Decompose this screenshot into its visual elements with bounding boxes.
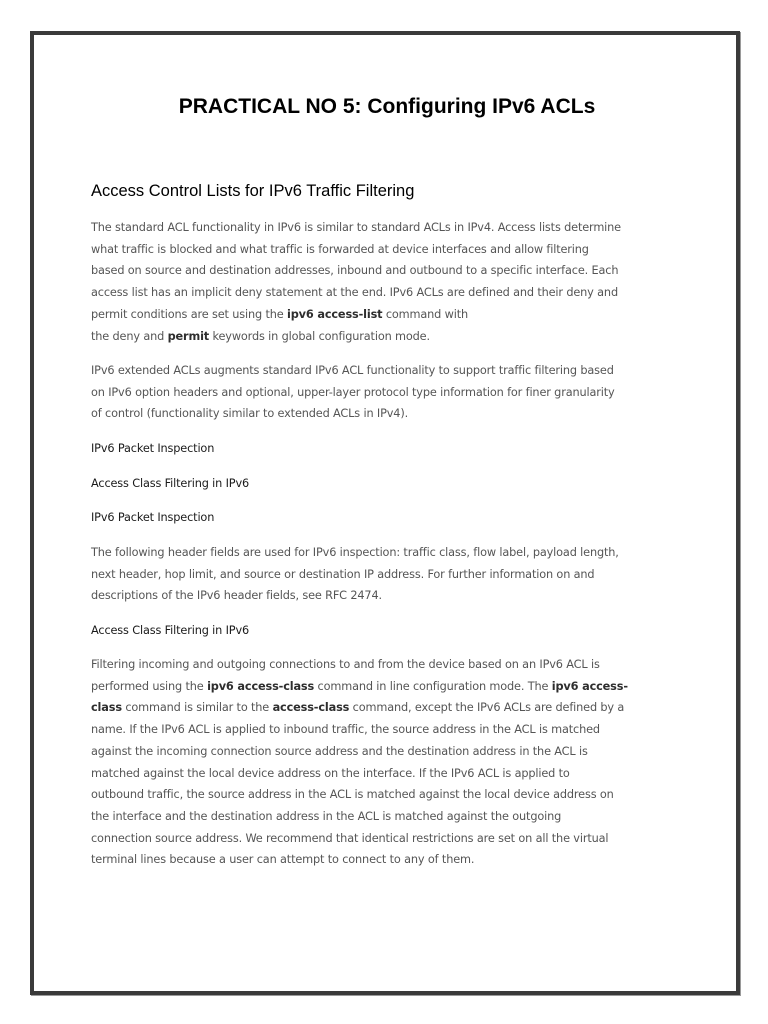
page-title: PRACTICAL NO 5: Configuring IPv6 ACLs — [178, 95, 596, 118]
paragraph-standard-acl — [91, 217, 683, 347]
paragraph-packet-inspection — [91, 542, 683, 607]
text-run: command is similar to the — [121, 701, 273, 715]
text-line: descriptions of the IPv6 header fields, see RFC 2474. — [91, 589, 382, 603]
text-run: command with — [382, 307, 468, 321]
subheading-packet-inspection-2: IPv6 Packet Inspection — [91, 511, 215, 524]
text-line — [91, 676, 683, 698]
document-page — [30, 31, 740, 995]
command-keyword: ipv6 access-list — [287, 307, 383, 321]
text-line: next header, hop limit, and source or destination IP address. For further information on and — [91, 567, 595, 581]
text-line: The following header fields are used for IPv6 inspection: traffic class, flow label, payload length, — [91, 546, 619, 559]
command-keyword: class — [91, 701, 122, 715]
text-line: connection source address. We recommend that identical restrictions are set on all the virtual — [91, 831, 609, 845]
command-keyword: permit — [167, 329, 210, 343]
text-line — [91, 697, 683, 719]
text-line — [91, 304, 683, 326]
command-keyword: ipv6 access-class — [207, 679, 315, 693]
text-line: terminal lines because a user can attempt to connect to any of them. — [91, 853, 475, 867]
text-line: outbound traffic, the source address in the ACL is matched against the local device address on — [91, 788, 614, 802]
text-line: matched against the local device address on the interface. If the IPv6 ACL is applied to — [91, 766, 570, 780]
text-run: performed using the — [91, 679, 208, 693]
section-heading: Access Control Lists for IPv6 Traffic Filtering — [91, 182, 415, 200]
subheading-access-class-2: Access Class Filtering in IPv6 — [91, 624, 250, 637]
subheading-packet-inspection: IPv6 Packet Inspection — [91, 442, 215, 455]
text-run: keywords in global configuration mode. — [209, 329, 430, 343]
command-keyword: access-class — [272, 701, 350, 715]
text-line: on IPv6 option headers and optional, upper-layer protocol type information for finer granularity — [91, 385, 615, 399]
paragraph-extended-acl — [91, 360, 683, 425]
text-run: command, except the IPv6 ACLs are defined by a — [349, 701, 625, 715]
text-run: the deny and — [91, 329, 168, 343]
paragraph-access-class — [91, 654, 683, 871]
text-line: The standard ACL functionality in IPv6 is similar to standard ACLs in IPv4. Access lists determine — [91, 221, 621, 234]
text-line: against the incoming connection source address and the destination address in the ACL is — [91, 744, 588, 758]
text-line: the interface and the destination address in the ACL is matched against the outgoing — [91, 809, 562, 823]
text-line: name. If the IPv6 ACL is applied to inbound traffic, the source address in the ACL is matched — [91, 723, 600, 737]
text-line: of control (functionality similar to extended ACLs in IPv4). — [91, 407, 409, 421]
text-line — [91, 326, 683, 348]
command-keyword: ipv6 access- — [551, 679, 628, 693]
text-line: Filtering incoming and outgoing connections to and from the device based on an IPv6 ACL is — [91, 658, 600, 671]
text-line: IPv6 extended ACLs augments standard IPv6 ACL functionality to support traffic filtering based — [91, 364, 614, 377]
text-run: command in line configuration mode. The — [314, 679, 552, 693]
subheading-access-class: Access Class Filtering in IPv6 — [91, 477, 250, 490]
text-run: permit conditions are set using the — [91, 307, 287, 321]
text-line: based on source and destination addresses, inbound and outbound to a specific interface. Each — [91, 264, 619, 278]
text-line: access list has an implicit deny statement at the end. IPv6 ACLs are defined and their deny and — [91, 286, 618, 300]
text-line: what traffic is blocked and what traffic is forwarded at device interfaces and allow filtering — [91, 242, 589, 256]
